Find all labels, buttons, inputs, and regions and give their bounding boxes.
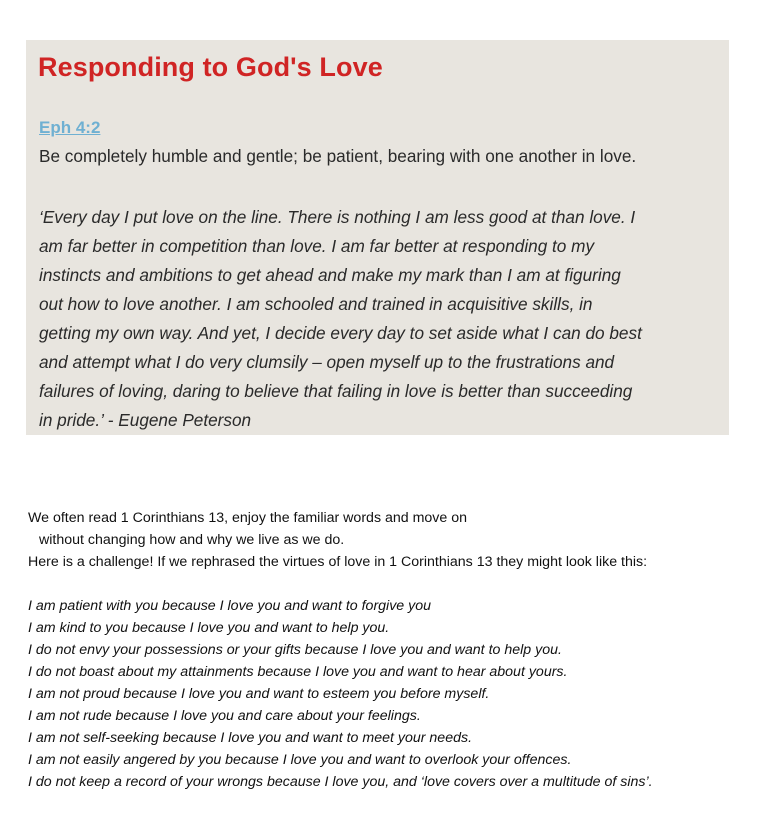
- verse-reference-link[interactable]: Eph 4:2: [39, 118, 101, 137]
- quote-line: instincts and ambitions to get ahead and make my mark than I am at figuring: [39, 265, 621, 285]
- virtue-item: I am not rude because I love you and care about your feelings.: [28, 708, 421, 724]
- virtue-item: I am not easily angered by you because I love you and want to overlook your offences.: [28, 752, 572, 768]
- quote-attribution-line: in pride.’ - Eugene Peterson: [39, 410, 252, 430]
- virtue-item: I am patient with you because I love you and want to forgive you: [28, 598, 432, 614]
- quote-line: failures of loving, daring to believe that failing in love is better than succeeding: [39, 381, 633, 401]
- virtue-item: I am not proud because I love you and want to esteem you before myself.: [28, 686, 490, 702]
- quote-line: am far better in competition than love. I am far better at responding to my: [39, 236, 595, 256]
- quote-line: getting my own way. And yet, I decide every day to set aside what I can do best: [39, 323, 642, 343]
- quote-line: out how to love another. I am schooled and trained in acquisitive skills, in: [39, 294, 593, 314]
- virtues-list: [28, 595, 653, 793]
- intro-line: Here is a challenge! If we rephrased the virtues of love in 1 Corinthians 13 they might look like this:: [28, 554, 648, 570]
- virtue-item: I do not envy your possessions or your gifts because I love you and want to help you.: [28, 642, 562, 658]
- intro-line: without changing how and why we live as we do.: [39, 532, 345, 548]
- quote-line: and attempt what I do very clumsily – open myself up to the frustrations and: [39, 352, 615, 372]
- quote-block: [39, 203, 642, 435]
- virtue-item: I do not boast about my attainments because I love you and want to hear about yours.: [28, 664, 568, 680]
- verse-text: Be completely humble and gentle; be patient, bearing with one another in love.: [39, 146, 637, 166]
- virtue-item: I do not keep a record of your wrongs because I love you, and ‘love covers over a multitude of sins’.: [28, 774, 653, 790]
- virtue-item: I am not self-seeking because I love you and want to meet your needs.: [28, 730, 473, 746]
- quote-box: [26, 40, 729, 435]
- intro-paragraph: [28, 507, 647, 573]
- intro-line: We often read 1 Corinthians 13, enjoy the familiar words and move on: [28, 510, 468, 526]
- virtue-item: I am kind to you because I love you and want to help you.: [28, 620, 390, 636]
- quote-line: ‘Every day I put love on the line. There is nothing I am less good at than love. I: [39, 207, 636, 227]
- page-title: Responding to God's Love: [38, 52, 383, 82]
